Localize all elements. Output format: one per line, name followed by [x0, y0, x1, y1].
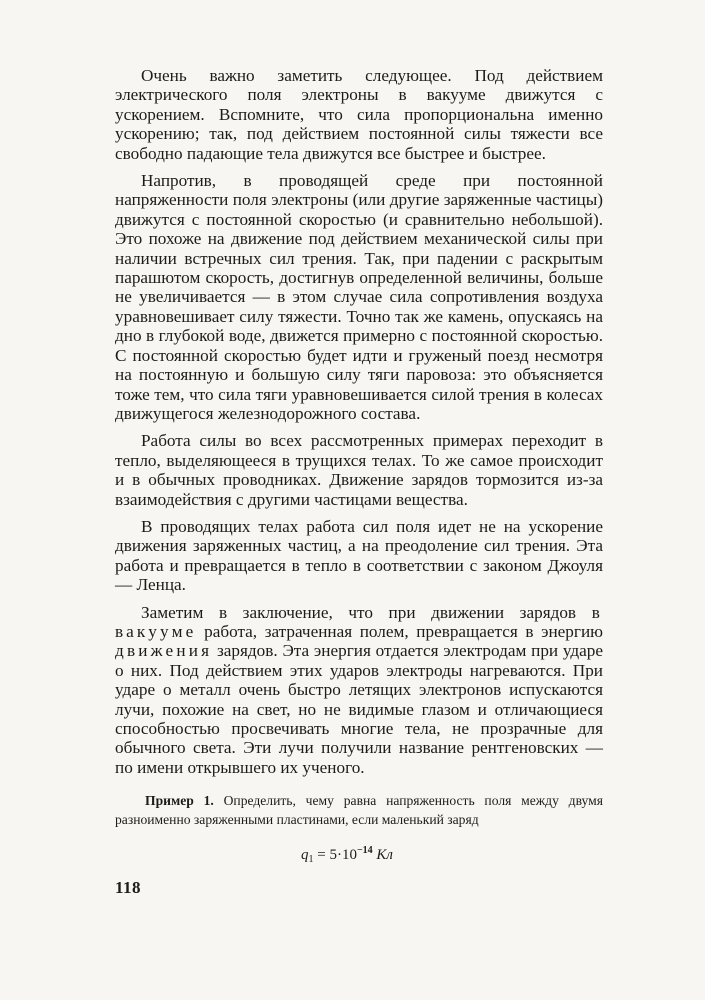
formula-value: = 5·10: [317, 847, 357, 864]
formula-subscript: 1: [308, 854, 314, 866]
emphasis-motion: движения: [115, 641, 213, 661]
example-text: Определить, чему равна напряженность поля между двумя разноименно заряженными пластинами, если маленький заряд: [115, 793, 604, 828]
example-label: Пример 1.: [145, 793, 214, 809]
paragraph-5-end: зарядов. Эта энергия отдается электродам при ударе о них. Под действием этих ударов электроды нагреваются. При ударе о металл очень быстро летящих электронов испускаются лучи, похожие на свет, но не видимые глазом и отличающиеся способностью просвечивать многие тела, не прозрачные для обычного света. Эти лучи получили название рентгеновских — по имени открывшего их ученого.: [115, 641, 603, 777]
example-problem: [115, 791, 603, 829]
formula: [115, 841, 603, 870]
formula-symbol: q: [301, 847, 309, 864]
page-content: [115, 66, 603, 870]
emphasis-vacuum: в вакууме: [115, 602, 604, 641]
paragraph-5: [115, 603, 603, 778]
paragraph-5-middle: работа, затраченная полем, превращается в энергию: [204, 621, 603, 641]
paragraph-2: Напротив, в проводящей среде при постоянной напряженности поля электроны (или другие заряженные частицы) движутся с постоянной скоростью (и сравнительно небольшой). Это похоже на движение под действием механической силы при наличии встречных сил трения. Так, при падении с раскрытым парашютом скорость, достигнув определенной величины, больше не увеличивается — в этом случае сила сопротивления воздуха уравновешивает силу тяжести. Точно так же камень, опускаясь на дно в глубокой воде, движется примерно с постоянной скоростью. С постоянной скоростью будет идти и груженый поезд несмотря на постоянную и большую силу тяги паровоза: это объясняется тоже тем, что сила тяги уравновешивается силой трения в колесах движущегося железнодорожного состава.: [115, 171, 603, 423]
page-number: 118: [115, 878, 142, 897]
paragraph-3: Работа силы во всех рассмотренных примерах переходит в тепло, выделяющееся в трущихся телах. То же самое происходит и в обычных проводниках. Движение зарядов тормозится из-за взаимодействия с другими частицами вещества.: [115, 431, 603, 509]
paragraph-4: В проводящих телах работа сил поля идет не на ускорение движения заряженных частиц, а на преодоление сил трения. Эта работа и превращается в тепло в соответствии с законом Джоуля — Ленца.: [115, 516, 603, 595]
formula-exponent: −14: [356, 845, 373, 857]
paragraph-5-start: Заметим в заключение, что при движении зарядов: [141, 602, 577, 622]
formula-unit: Кл: [376, 847, 393, 864]
paragraph-1: Очень важно заметить следующее. Под действием электрического поля электроны в вакууме движутся с ускорением. Вспомните, что сила пропорциональна именно ускорению; так, под действием постоянной силы тяжести все свободно падающие тела движутся все быстрее и быстрее.: [115, 66, 603, 163]
